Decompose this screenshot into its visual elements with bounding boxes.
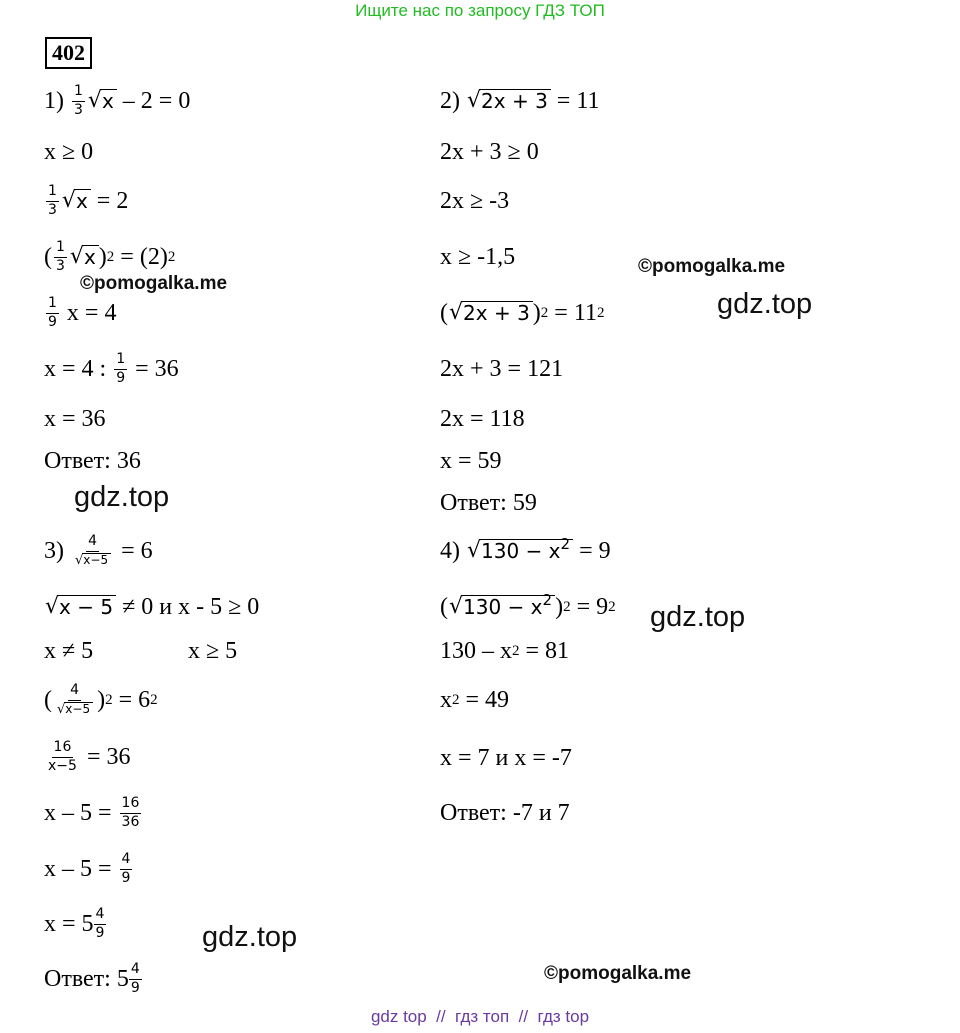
p2-line-6: 2x + 3 = 121 xyxy=(440,356,564,382)
p2-line-3: 2x ≥ -3 xyxy=(440,188,510,214)
watermark-pomogalka: ©pomogalka.me xyxy=(544,963,692,984)
p1-line-5: $\frac{1}{9}$ x = 4 xyxy=(48,295,117,330)
p3-line-3b: x ≥ 5 xyxy=(188,638,238,664)
p3-line-3a: x ≠ 5 xyxy=(44,638,94,664)
p4-line-4: x 2 = 49 xyxy=(440,687,510,713)
p4-line-5: x = 7 и x = -7 xyxy=(440,745,572,771)
p2-line-4: x ≥ -1,5 xyxy=(440,244,516,270)
p1-line-4: ( $\frac{1}{3}$ √ x ) 2 = (2) 2 xyxy=(44,239,176,274)
radical-sign: √ xyxy=(87,88,102,113)
watermark-gdz: gdz.top xyxy=(74,481,170,513)
p2-line-8: x = 59 xyxy=(440,448,502,474)
p4-line-3: 130 – x 2 = 81 xyxy=(440,638,570,664)
p2-line-2: 2x + 3 ≥ 0 xyxy=(440,139,539,165)
p3-line-4: ( $\frac{4}{√x-5}$ ) 2 = 6 2 xyxy=(44,682,158,717)
task-number: 402 xyxy=(45,37,92,69)
p3-line-5: $\frac{16}{x-5}$ = 36 xyxy=(48,739,131,774)
p1-answer: Ответ: 36 xyxy=(44,448,141,474)
p1-line-7: x = 36 xyxy=(44,406,106,432)
p1-line-6: x = 4 : $\frac{1}{9}$ = 36 xyxy=(44,351,179,386)
p3-line-7: x – 5 = $\frac{4}{9}$ xyxy=(44,851,131,886)
p4-line-1: 4) √ $130 - x^2$ = 9 xyxy=(440,535,611,564)
p3-line-6: x – 5 = $\frac{16}{36}$ xyxy=(44,795,140,830)
p1-line-1: 1) $\frac{1}{3}$ √ x – 2 = 0 xyxy=(44,83,191,118)
search-banner: Ищите нас по запросу ГДЗ ТОП xyxy=(355,1,605,20)
watermark-gdz: gdz.top xyxy=(717,288,813,320)
p4-line-2: ( √ $130 - x^2$ ) 2 = 9 2 xyxy=(440,591,616,620)
watermark-pomogalka: ©pomogalka.me xyxy=(80,273,228,294)
watermark-pomogalka: ©pomogalka.me xyxy=(638,256,786,277)
p3-line-8: x = 5 $\frac{4}{9}$ xyxy=(44,906,105,941)
p1-line-3: $\frac{1}{3}$ √ x = 2 xyxy=(48,183,129,218)
p2-line-1: 2) √ 2x + 3 = 11 xyxy=(440,88,600,114)
watermark-gdz: gdz.top xyxy=(650,601,746,633)
watermark-gdz: gdz.top xyxy=(202,921,298,953)
p3-answer: Ответ: 5 $\frac{4}{9}$ xyxy=(44,961,140,996)
footer-links[interactable]: gdz top // гдз топ // гдз top xyxy=(370,1007,590,1026)
p1-line-2: x ≥ 0 xyxy=(44,139,94,165)
p2-line-5: ( √ 2x + 3 ) 2 = 11 2 xyxy=(440,300,605,326)
p2-line-7: 2x = 118 xyxy=(440,406,525,432)
fraction: $\frac{1}{3}$ xyxy=(74,83,83,118)
p3-line-1: 3) $\frac{4}{√x-5}$ = 6 xyxy=(44,533,153,568)
p3-line-2: √ x − 5 ≠ 0 и x - 5 ≥ 0 xyxy=(45,594,260,620)
p2-answer: Ответ: 59 xyxy=(440,490,537,516)
p4-answer: Ответ: -7 и 7 xyxy=(440,800,570,826)
